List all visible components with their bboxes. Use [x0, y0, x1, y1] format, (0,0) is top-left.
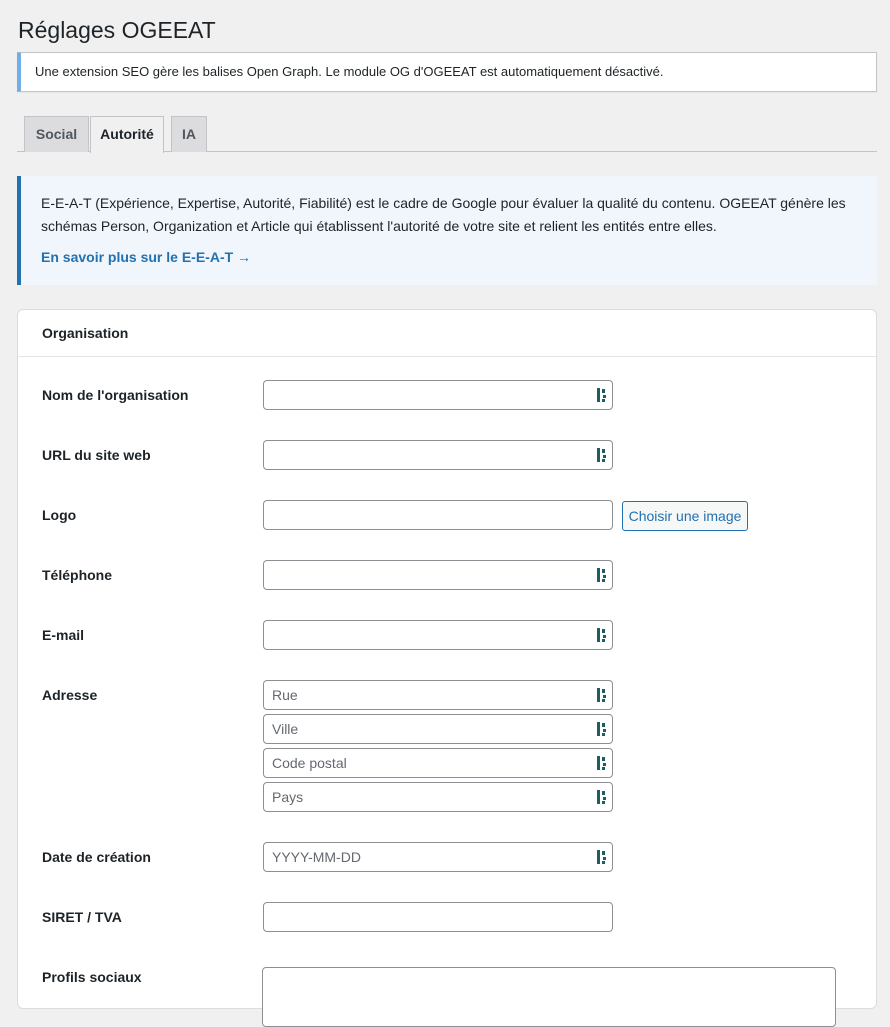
autofill-icon[interactable]	[596, 687, 608, 703]
org-address-label: Adresse	[42, 687, 98, 703]
address-city-input[interactable]	[263, 714, 613, 744]
organisation-card	[17, 309, 877, 1009]
org-phone-label: Téléphone	[42, 567, 113, 583]
eeat-learn-more-link[interactable]: En savoir plus sur le E-E-A-T →	[41, 249, 252, 265]
org-url-input[interactable]	[263, 440, 613, 470]
tab-ia[interactable]: IA	[171, 116, 207, 152]
autofill-icon[interactable]	[596, 567, 608, 583]
address-street-input[interactable]	[263, 680, 613, 710]
org-email-label: E-mail	[42, 627, 85, 643]
autofill-icon[interactable]	[596, 387, 608, 403]
autofill-icon[interactable]	[596, 447, 608, 463]
org-name-input[interactable]	[263, 380, 613, 410]
tab-autorite[interactable]: Autorité	[90, 116, 164, 153]
autofill-icon[interactable]	[596, 627, 608, 643]
organisation-heading: Organisation	[18, 310, 876, 357]
address-postal-input[interactable]	[263, 748, 613, 778]
social-profiles-textarea[interactable]	[262, 967, 836, 1027]
tab-social[interactable]: Social	[24, 116, 89, 152]
seo-notice: Une extension SEO gère les balises Open Graph. Le module OG d'OGEEAT est automatiquement désactivé.	[17, 52, 877, 92]
org-logo-label: Logo	[42, 507, 77, 523]
autofill-icon[interactable]	[596, 755, 608, 771]
founding-date-input[interactable]	[263, 842, 613, 872]
autofill-icon[interactable]	[596, 789, 608, 805]
address-country-input[interactable]	[263, 782, 613, 812]
eeat-info-box	[17, 176, 877, 285]
choose-image-button[interactable]: Choisir une image	[622, 501, 748, 531]
org-social-profiles-label: Profils sociaux	[42, 969, 142, 985]
org-name-label: Nom de l'organisation	[42, 387, 189, 403]
autofill-icon[interactable]	[596, 721, 608, 737]
org-logo-input[interactable]	[263, 500, 613, 530]
eeat-description: E-E-A-T (Expérience, Expertise, Autorité, Fiabilité) est le cadre de Google pour évaluer la qualité du contenu. OGEEAT génère les schémas Person, Organization et Article qui établissent l'autorité de votre site et relient les entités entre elles.	[41, 195, 846, 234]
org-founding-date-label: Date de création	[42, 849, 151, 865]
org-siret-label: SIRET / TVA	[42, 909, 122, 925]
org-url-label: URL du site web	[42, 447, 151, 463]
page-title: Réglages OGEEAT	[18, 17, 216, 43]
tab-bar	[17, 116, 877, 152]
org-email-input[interactable]	[263, 620, 613, 650]
siret-input[interactable]	[263, 902, 613, 932]
autofill-icon[interactable]	[596, 849, 608, 865]
org-phone-input[interactable]	[263, 560, 613, 590]
